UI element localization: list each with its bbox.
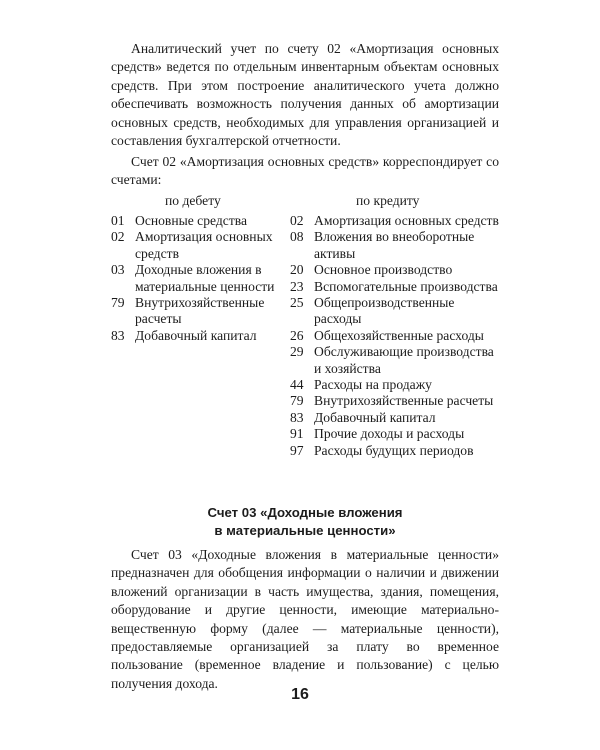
paragraph-correspondence-intro: Счет 02 «Амортизация основных средств» корреспондирует со счетами: — [111, 154, 499, 188]
list-item — [111, 229, 283, 262]
list-item — [290, 377, 502, 393]
account-number: 26 — [290, 327, 304, 343]
list-item — [290, 328, 502, 344]
page-number: 16 — [291, 686, 309, 703]
account-name: Расходы на продажу — [314, 377, 432, 393]
account-number: 02 — [290, 213, 304, 228]
paragraph-analytic-accounting: Аналитический учет по счету 02 «Амортизация основных средств» ведется по отдельным инвентарным объектам основных средств. При этом построение аналитического учета должно обеспечивать возможность получения данных об амортизации основных средств, необходимых для управления организацией и составления бухгалтерской отчетности. — [111, 41, 499, 149]
account-number: 25 — [290, 295, 304, 311]
account-name: Доходные вложения в материальные ценности — [135, 262, 275, 294]
list-item — [290, 229, 502, 262]
account-name: Основное производство — [314, 262, 453, 278]
list-item — [290, 295, 502, 328]
list-item — [111, 328, 283, 344]
account-name: Общехозяйственные расходы — [314, 327, 484, 343]
account-name: Внутрихозяйственные расчеты — [314, 393, 494, 409]
account-name: Добавочный капитал — [135, 327, 257, 343]
list-item — [290, 262, 502, 278]
debit-accounts-list — [111, 213, 283, 344]
account-number: 01 — [111, 213, 125, 228]
account-name: Амортизация основных средств — [135, 229, 273, 261]
list-item — [290, 393, 502, 409]
account-number: 23 — [290, 278, 304, 294]
section-title-line-1: Счет 03 «Доходные вложения — [207, 505, 403, 520]
paragraph-account-03-description: Счет 03 «Доходные вложения в материальные ценности» предназначен для обобщения информации о наличии и движении вложений организации в часть имущества, здания, помещения, оборудование и другие ценности, имеющие материально-вещественную форму (далее — материальные ценности), предоставляемые организацией за плату во временное пользование (временное владение и пользование) с целью получения дохода. — [111, 547, 499, 691]
account-number: 83 — [290, 409, 304, 425]
account-name: Вспомогательные производства — [314, 278, 498, 294]
account-name: Добавочный капитал — [314, 409, 436, 425]
list-item — [290, 344, 502, 377]
list-item — [111, 262, 283, 295]
account-number: 08 — [290, 229, 304, 245]
account-name: Обслуживающие производства и хозяйства — [314, 344, 494, 376]
account-name: Прочие доходы и расходы — [314, 426, 465, 442]
credit-column-header: по кредиту — [356, 193, 420, 208]
account-number: 79 — [290, 393, 304, 409]
account-number: 03 — [111, 262, 125, 278]
list-item — [111, 213, 283, 229]
debit-column-header: по дебету — [165, 193, 221, 208]
list-item — [290, 279, 502, 295]
credit-accounts-list — [290, 213, 502, 459]
account-number: 83 — [111, 327, 125, 343]
account-number: 20 — [290, 262, 304, 278]
section-title-line-2: в материальные ценности» — [214, 522, 396, 538]
account-name: Внутрихозяйственные расчеты — [135, 295, 265, 327]
account-name: Вложения во внеоборотные активы — [314, 229, 475, 261]
list-item — [290, 426, 502, 442]
list-item — [290, 410, 502, 426]
account-number: 91 — [290, 426, 304, 442]
section-title-account-03 — [111, 504, 499, 539]
account-name: Амортизация основных средств — [314, 213, 499, 228]
account-name: Общепроизводственные расходы — [314, 295, 455, 327]
account-number: 79 — [111, 295, 125, 311]
account-number: 02 — [111, 229, 125, 245]
account-number: 44 — [290, 377, 304, 393]
account-name: Основные средства — [135, 213, 248, 228]
account-number: 97 — [290, 442, 304, 458]
list-item — [111, 295, 283, 328]
account-number: 29 — [290, 344, 304, 360]
list-item — [290, 213, 502, 229]
account-name: Расходы будущих периодов — [314, 442, 474, 458]
list-item — [290, 443, 502, 459]
